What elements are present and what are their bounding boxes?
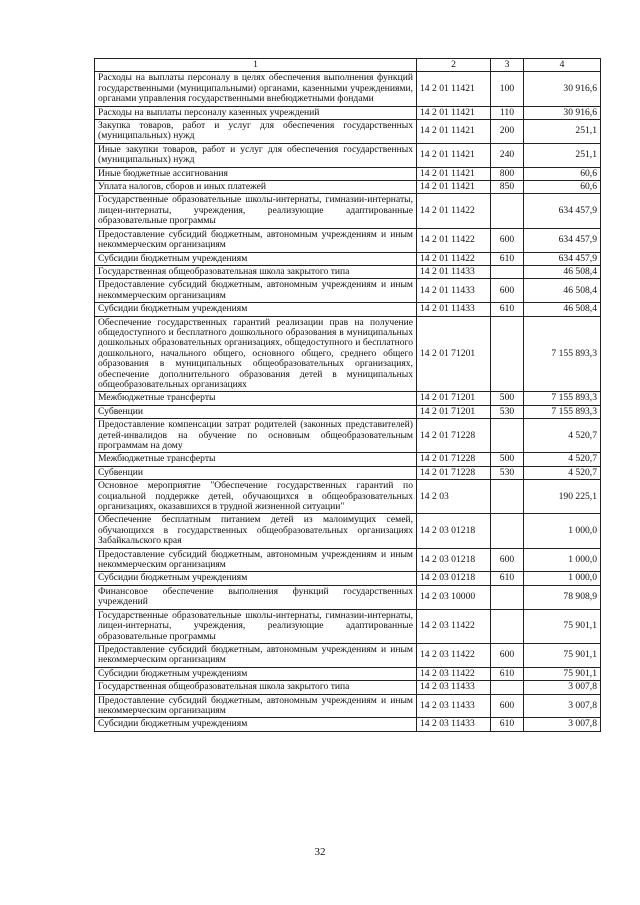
row-expense-type-cell: 600 [491,643,524,667]
row-expense-type-cell: 600 [491,228,524,252]
row-code-cell: 14 2 01 11422 [417,194,491,228]
row-expense-type-cell: 800 [491,167,524,180]
row-amount-cell: 4 520,7 [524,419,601,453]
row-code-cell: 14 2 01 11433 [417,265,491,278]
column-number-2: 2 [417,59,491,72]
table-row [95,279,601,303]
row-expense-type-cell: 610 [491,252,524,265]
row-code-cell: 14 2 01 11433 [417,279,491,303]
row-code-cell: 14 2 03 01218 [417,514,491,548]
row-description-cell: Предоставление компенсации затрат родителей (законных представителей) детей-инвалидов на обучение по основным общеобразовательным программам на дому [95,419,417,453]
row-expense-type-cell [491,265,524,278]
table-row [95,252,601,265]
table-row [95,228,601,252]
row-amount-cell: 4 520,7 [524,466,601,479]
row-amount-cell: 60,6 [524,167,601,180]
row-code-cell: 14 2 03 11422 [417,643,491,667]
row-description-cell: Предоставление субсидий бюджетным, автономным учреждениям и иным некоммерческим организациям [95,694,417,718]
row-code-cell: 14 2 01 71228 [417,453,491,466]
row-code-cell: 14 2 01 71201 [417,392,491,405]
row-description-cell: Государственная общеобразовательная школа закрытого типа [95,681,417,694]
row-expense-type-cell [491,585,524,609]
row-description-cell: Уплата налогов, сборов и иных платежей [95,181,417,194]
row-code-cell: 14 2 01 71201 [417,316,491,392]
row-expense-type-cell: 600 [491,279,524,303]
row-amount-cell: 60,6 [524,181,601,194]
row-description-cell: Субсидии бюджетным учреждениям [95,252,417,265]
row-amount-cell: 46 508,4 [524,303,601,316]
row-description-cell: Расходы на выплаты персоналу казенных учреждений [95,106,417,119]
row-amount-cell: 30 916,6 [524,72,601,106]
row-expense-type-cell [491,480,524,514]
row-expense-type-cell: 600 [491,548,524,572]
table-row [95,167,601,180]
row-amount-cell: 1 000,0 [524,572,601,585]
row-amount-cell: 3 007,8 [524,681,601,694]
row-expense-type-cell: 610 [491,303,524,316]
row-amount-cell: 634 457,9 [524,194,601,228]
row-code-cell: 14 2 01 11422 [417,252,491,265]
row-expense-type-cell: 850 [491,181,524,194]
row-amount-cell: 634 457,9 [524,252,601,265]
table-row [95,419,601,453]
table-row [95,303,601,316]
table-row [95,453,601,466]
table-row [95,405,601,418]
row-code-cell: 14 2 01 71201 [417,405,491,418]
row-expense-type-cell: 500 [491,453,524,466]
row-expense-type-cell [491,316,524,392]
row-amount-cell: 30 916,6 [524,106,601,119]
row-amount-cell: 251,1 [524,120,601,144]
row-expense-type-cell [491,419,524,453]
row-expense-type-cell [491,681,524,694]
row-code-cell: 14 2 01 71228 [417,466,491,479]
row-code-cell: 14 2 03 11433 [417,681,491,694]
row-code-cell: 14 2 03 [417,480,491,514]
table-row [95,572,601,585]
row-expense-type-cell: 200 [491,120,524,144]
row-amount-cell: 75 901,1 [524,643,601,667]
budget-table [94,58,601,732]
row-description-cell: Субсидии бюджетным учреждениям [95,718,417,731]
table-row [95,585,601,609]
row-code-cell: 14 2 03 01218 [417,548,491,572]
row-expense-type-cell: 530 [491,405,524,418]
row-description-cell: Предоставление субсидий бюджетным, автономным учреждениям и иным некоммерческим организациям [95,548,417,572]
table-row [95,265,601,278]
table-row [95,480,601,514]
row-expense-type-cell: 610 [491,718,524,731]
row-description-cell: Государственные образовательные школы-интернаты, гимназии-интернаты, лицеи-интернаты, учреждения, реализующие адаптированные образовательные программы [95,609,417,643]
row-description-cell: Иные бюджетные ассигнования [95,167,417,180]
row-description-cell: Обеспечение бесплатным питанием детей из малоимущих семей, обучающихся в государственных общеобразовательных организациях Забайкальского края [95,514,417,548]
row-description-cell: Расходы на выплаты персоналу в целях обеспечения выполнения функций государственными (муниципальными) органами, казенными учреждениями, органами управления государственными внебюджетными фондами [95,72,417,106]
row-description-cell: Субсидии бюджетным учреждениям [95,303,417,316]
row-amount-cell: 251,1 [524,143,601,167]
table-row [95,106,601,119]
row-code-cell: 14 2 03 10000 [417,585,491,609]
table-row [95,72,601,106]
table-row [95,392,601,405]
table-row [95,181,601,194]
row-expense-type-cell: 600 [491,694,524,718]
row-amount-cell: 190 225,1 [524,480,601,514]
table-row [95,609,601,643]
table-row [95,694,601,718]
row-description-cell: Межбюджетные трансферты [95,453,417,466]
row-code-cell: 14 2 01 11421 [417,143,491,167]
row-description-cell: Иные закупки товаров, работ и услуг для обеспечения государственных (муниципальных) нужд [95,143,417,167]
column-number-4: 4 [524,59,601,72]
row-amount-cell: 1 000,0 [524,548,601,572]
table-row [95,643,601,667]
row-expense-type-cell: 240 [491,143,524,167]
row-amount-cell: 634 457,9 [524,228,601,252]
row-description-cell: Субвенции [95,466,417,479]
row-amount-cell: 7 155 893,3 [524,316,601,392]
table-row [95,316,601,392]
row-amount-cell: 75 901,1 [524,609,601,643]
row-code-cell: 14 2 01 11421 [417,120,491,144]
row-expense-type-cell [491,514,524,548]
table-row [95,514,601,548]
row-code-cell: 14 2 03 11433 [417,694,491,718]
row-amount-cell: 3 007,8 [524,694,601,718]
row-expense-type-cell: 610 [491,667,524,680]
row-code-cell: 14 2 03 01218 [417,572,491,585]
row-description-cell: Субвенции [95,405,417,418]
row-code-cell: 14 2 03 11422 [417,609,491,643]
row-code-cell: 14 2 01 71228 [417,419,491,453]
row-expense-type-cell: 500 [491,392,524,405]
row-expense-type-cell: 530 [491,466,524,479]
row-description-cell: Предоставление субсидий бюджетным, автономным учреждениям и иным некоммерческим организациям [95,279,417,303]
table-body [95,72,601,731]
row-code-cell: 14 2 03 11422 [417,667,491,680]
row-code-cell: 14 2 01 11421 [417,181,491,194]
table-row [95,718,601,731]
row-description-cell: Финансовое обеспечение выполнения функций государственных учреждений [95,585,417,609]
table-row [95,194,601,228]
table-row [95,681,601,694]
row-description-cell: Субсидии бюджетным учреждениям [95,572,417,585]
row-expense-type-cell: 110 [491,106,524,119]
table-row [95,466,601,479]
table-row [95,120,601,144]
row-description-cell: Основное мероприятие "Обеспечение государственных гарантий по социальной поддержке детей, обучающихся в общеобразовательных организациях, оказавшихся в трудной жизненной ситуации" [95,480,417,514]
row-expense-type-cell: 610 [491,572,524,585]
row-amount-cell: 4 520,7 [524,453,601,466]
row-description-cell: Предоставление субсидий бюджетным, автономным учреждениям и иным некоммерческим организациям [95,228,417,252]
row-description-cell: Государственная общеобразовательная школа закрытого типа [95,265,417,278]
row-amount-cell: 1 000,0 [524,514,601,548]
row-expense-type-cell [491,609,524,643]
row-expense-type-cell [491,194,524,228]
row-description-cell: Межбюджетные трансферты [95,392,417,405]
row-description-cell: Субсидии бюджетным учреждениям [95,667,417,680]
column-number-3: 3 [491,59,524,72]
row-amount-cell: 46 508,4 [524,265,601,278]
table-row [95,548,601,572]
page-number: 32 [314,846,326,858]
row-amount-cell: 78 908,9 [524,585,601,609]
row-code-cell: 14 2 01 11421 [417,167,491,180]
row-amount-cell: 46 508,4 [524,279,601,303]
table-row [95,667,601,680]
table-header-row [95,59,601,72]
row-amount-cell: 3 007,8 [524,718,601,731]
row-description-cell: Государственные образовательные школы-интернаты, гимназии-интернаты, лицеи-интернаты, учреждения, реализующие адаптированные образовательные программы [95,194,417,228]
row-description-cell: Обеспечение государственных гарантий реализации прав на получение общедоступного и бесплатного дошкольного образования в муниципальных дошкольных образовательных организациях, общедоступного и бесплатного дошкольного, начального общего, основного общего, среднего общего образования в муниципальных общеобразовательных организациях, обеспечение дополнительного образования детей в муниципальных общеобразовательных организациях [95,316,417,392]
row-amount-cell: 7 155 893,3 [524,405,601,418]
row-code-cell: 14 2 03 11433 [417,718,491,731]
row-description-cell: Закупка товаров, работ и услуг для обеспечения государственных (муниципальных) нужд [95,120,417,144]
row-amount-cell: 75 901,1 [524,667,601,680]
column-number-1: 1 [95,59,417,72]
row-code-cell: 14 2 01 11422 [417,228,491,252]
row-code-cell: 14 2 01 11433 [417,303,491,316]
row-expense-type-cell: 100 [491,72,524,106]
table-row [95,143,601,167]
row-amount-cell: 7 155 893,3 [524,392,601,405]
row-code-cell: 14 2 01 11421 [417,106,491,119]
row-code-cell: 14 2 01 11421 [417,72,491,106]
row-description-cell: Предоставление субсидий бюджетным, автономным учреждениям и иным некоммерческим организациям [95,643,417,667]
